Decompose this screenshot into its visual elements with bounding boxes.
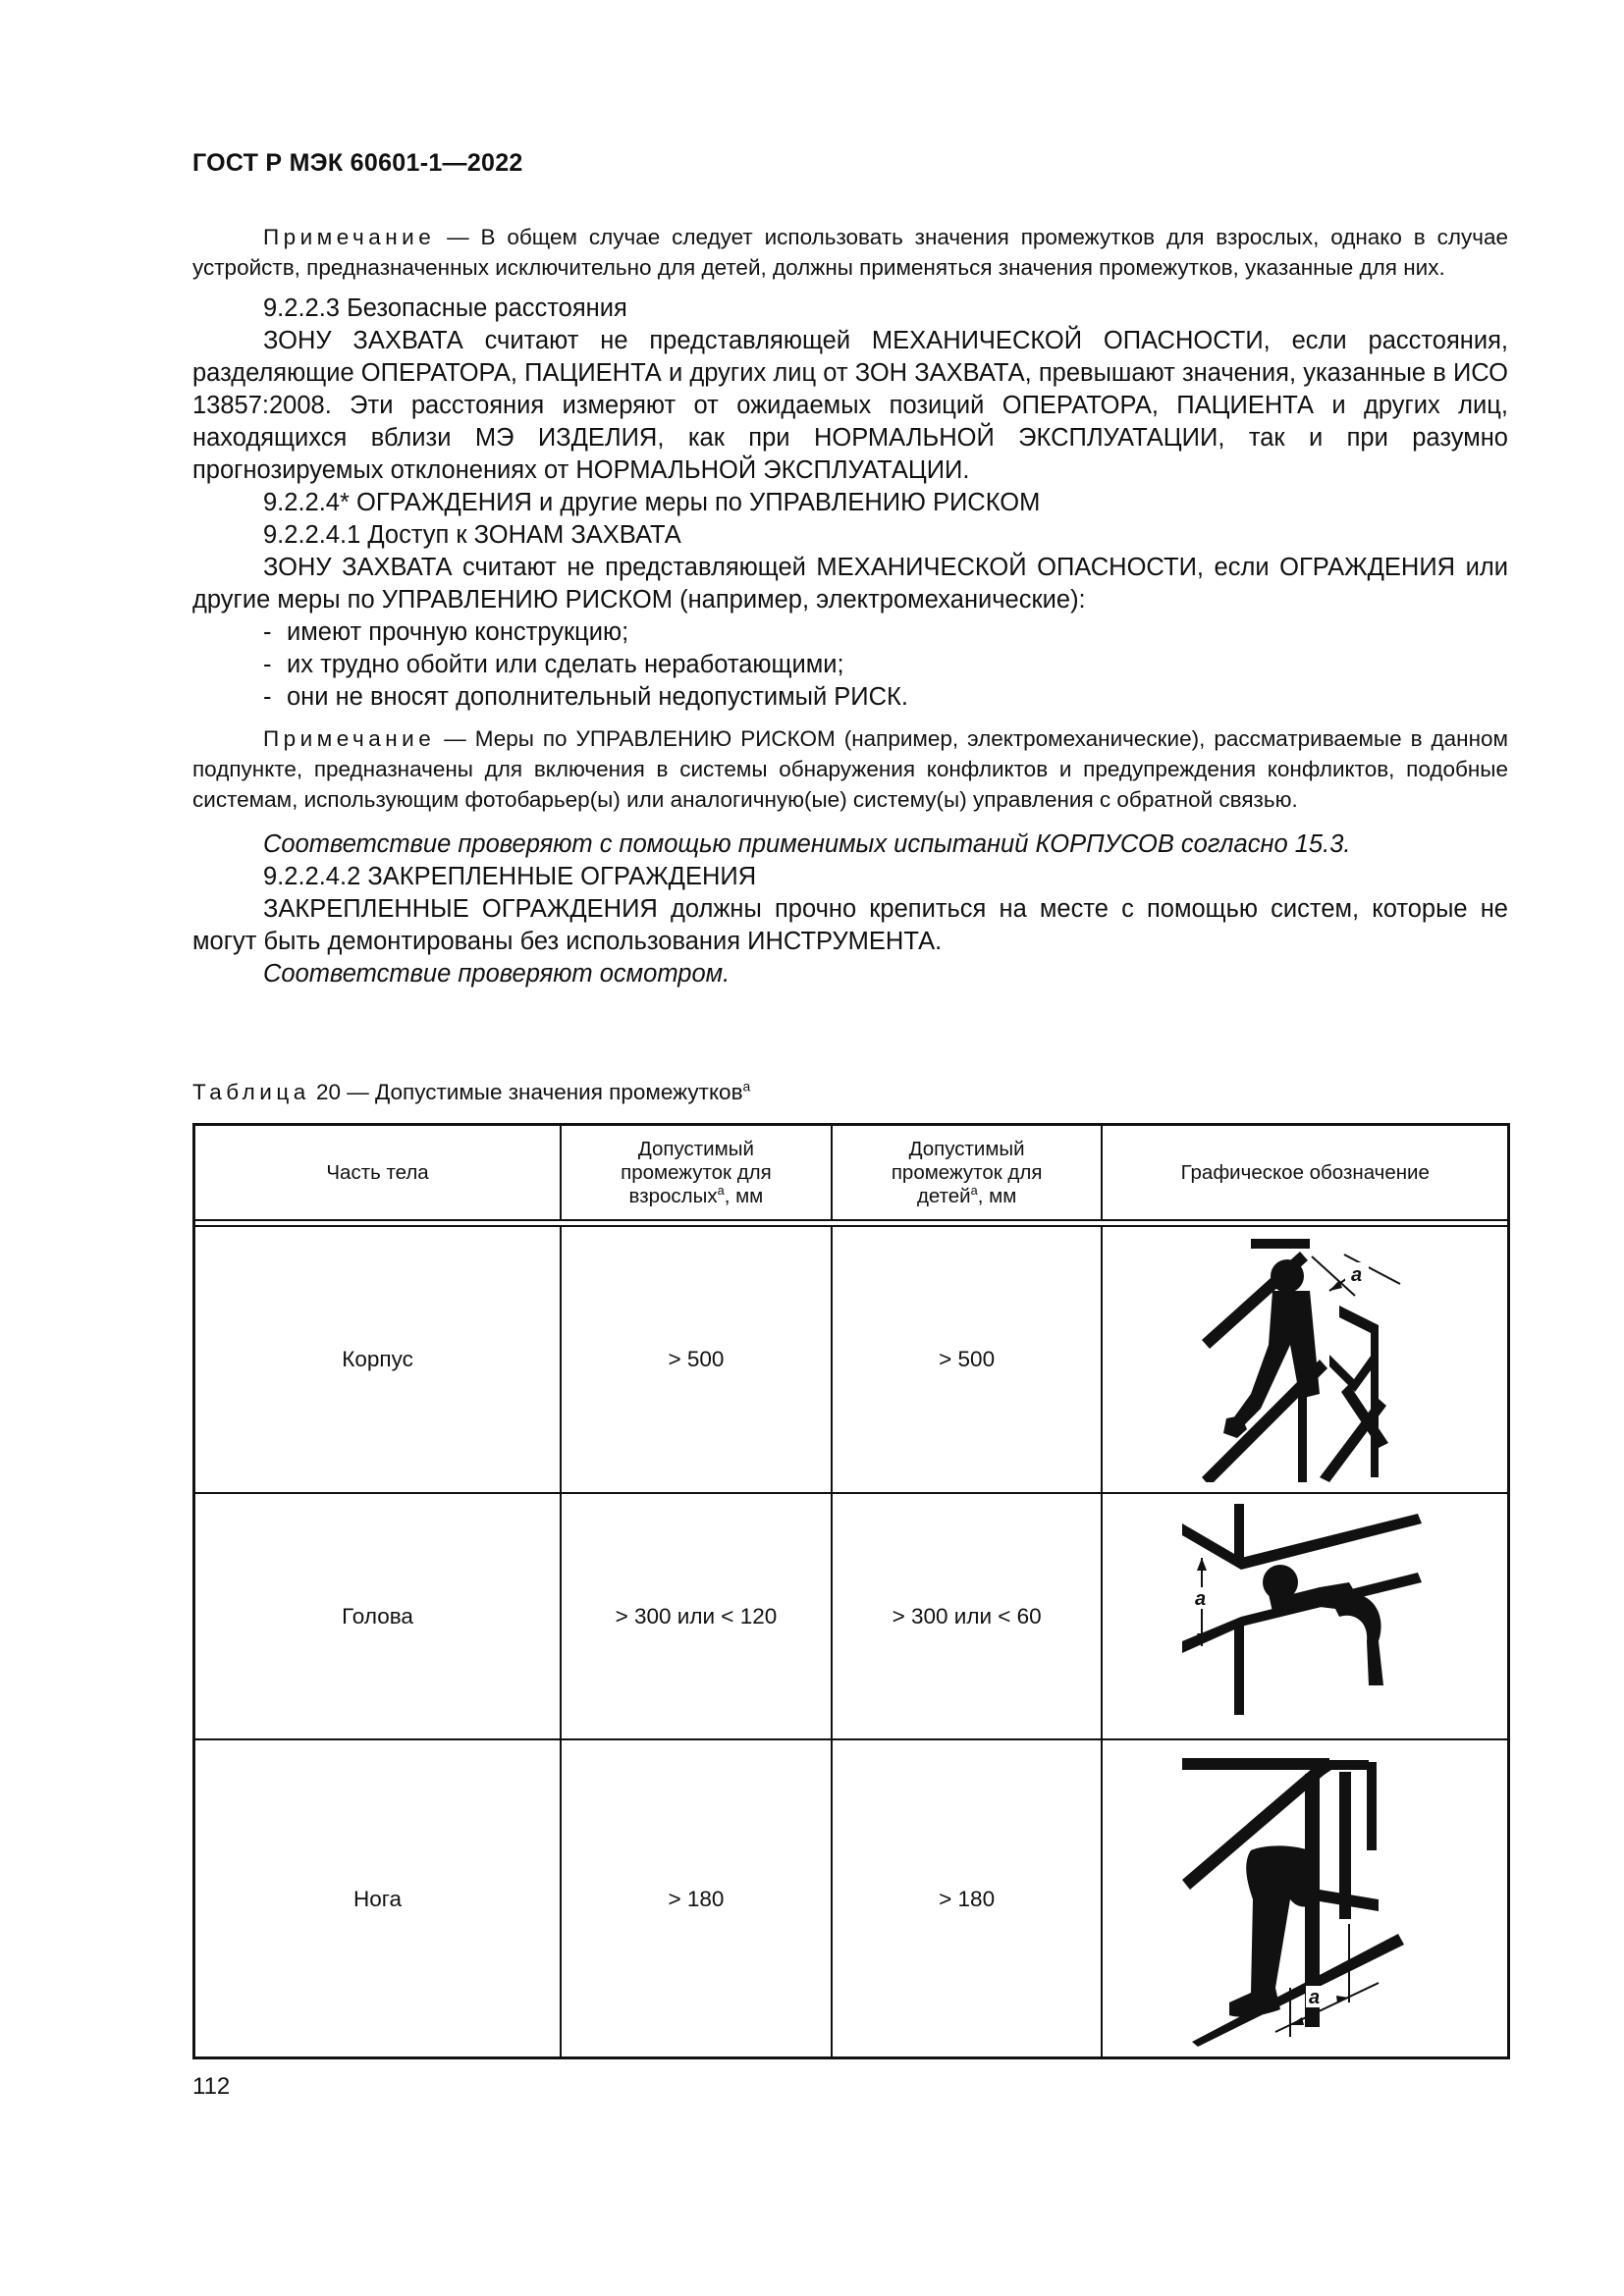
dimension-label: a [1195,1587,1207,1610]
cell-body-part: Корпус [194,1226,561,1493]
list-item: - имеют прочную конструкцию; [263,618,629,646]
paragraph-9-2-2-4-2: ЗАКРЕПЛЕННЫЕ ОГРАЖДЕНИЯ должны прочно крепиться на месте с помощью систем, которые не могут быть демонтированы без использования ИНСТРУМЕНТА. [192,895,1508,955]
leg-gap-pictogram [1182,1752,1428,2047]
cell-graphic [1102,1226,1508,1493]
note-1-label: Примечание [263,225,436,249]
document-header: ГОСТ Р МЭК 60601-1—2022 [192,149,523,177]
note-2-text: — Меры по УПРАВЛЕНИЮ РИСКОМ (например, электромеханические), рассматриваемые в данном подпункте, предназначены для включения в системы обнаружения конфликтов и предупреждения конфликтов, подобные системам, использующим фотобарьер(ы) или аналогичную(ые) систему(ы) управления с обратной связью. [192,726,1508,812]
requirements-list [192,616,1508,714]
heading-9-2-2-4: 9.2.2.4* ОГРАЖДЕНИЯ и другие меры по УПРАВЛЕНИЮ РИСКОМ [263,489,1041,516]
table-caption: Таблица 20 — Допустимые значения промежутков$^a$ [192,1078,751,1104]
note-2-label: Примечание [263,726,436,751]
content-body [192,222,1508,990]
compliance-check-1: Соответствие проверяют с помощью применимых испытаний КОРПУСОВ согласно 15.3. [263,830,1351,858]
cell-graphic [1102,1739,1508,2058]
cell-child-gap: > 500 [832,1226,1103,1493]
paragraph-9-2-2-3: ЗОНУ ЗАХВАТА считают не представляющей МЕХАНИЧЕСКОЙ ОПАСНОСТИ, если расстояния, разделяющие ОПЕРАТОРА, ПАЦИЕНТА и других лиц от ЗОН ЗАХВАТА, превышают значения, указанные в ИСО 13857:2008. Эти расстояния измеряют от ожидаемых позиций ОПЕРАТОРА, ПАЦИЕНТА и других лиц, находящихся вблизи МЭ ИЗДЕЛИЯ, как при НОРМАЛЬНОЙ ЭКСПЛУАТАЦИИ, так и при разумно прогнозируемых отклонениях от НОРМАЛЬНОЙ ЭКСПЛУАТАЦИИ. [192,327,1508,484]
header-graphic: Графическое обозначение [1102,1125,1508,1220]
list-item: - они не вносят дополнительный недопустимый РИСК. [263,683,908,711]
header-child-gap: Допустимый промежуток для детей$^a$, мм [832,1125,1103,1220]
heading-9-2-2-4-2: 9.2.2.4.2 ЗАКРЕПЛЕННЫЕ ОГРАЖДЕНИЯ [263,863,757,890]
table-row [194,1226,1508,1493]
cell-adult-gap: > 500 [561,1226,832,1493]
note-1-text: — В общем случае следует использовать значения промежутков для взрослых, однако в случае устройств, предназначенных исключительно для детей, должны применяться значения промежутков, указанные для них. [192,225,1508,280]
cell-body-part: Нога [194,1739,561,2058]
header-adult-gap: Допустимый промежуток для взрослых$^a$, мм [561,1125,832,1220]
note-1 [192,222,1508,283]
cell-child-gap: > 300 или < 60 [832,1493,1103,1739]
page-number: 112 [192,2073,231,2100]
compliance-check-2: Соответствие проверяют осмотром. [263,960,731,988]
note-2 [192,723,1508,815]
heading-9-2-2-4-1: 9.2.2.4.1 Доступ к ЗОНАМ ЗАХВАТА [263,521,681,549]
dimension-label: a [1309,1986,1321,2008]
cell-body-part: Голова [194,1493,561,1739]
heading-9-2-2-3: 9.2.2.3 Безопасные расстояния [263,294,627,322]
table-row [194,1739,1508,2058]
cell-graphic [1102,1493,1508,1739]
dimension-label: a [1351,1264,1363,1286]
cell-child-gap: > 180 [832,1739,1103,2058]
table-row [194,1493,1508,1739]
cell-adult-gap: > 300 или < 120 [561,1493,832,1739]
list-item: - их трудно обойти или сделать неработающими; [263,651,844,678]
table-header-row [194,1125,1508,1220]
head-gap-pictogram [1182,1504,1428,1730]
cell-adult-gap: > 180 [561,1739,832,2058]
torso-gap-pictogram [1182,1237,1428,1482]
paragraph-9-2-2-4-1: ЗОНУ ЗАХВАТА считают не представляющей МЕХАНИЧЕСКОЙ ОПАСНОСТИ, если ОГРАЖДЕНИЯ или другие меры по УПРАВЛЕНИЮ РИСКОМ (например, электромеханические): [192,554,1508,614]
gap-values-table [193,1124,1509,2059]
header-body-part: Часть тела [194,1125,561,1220]
